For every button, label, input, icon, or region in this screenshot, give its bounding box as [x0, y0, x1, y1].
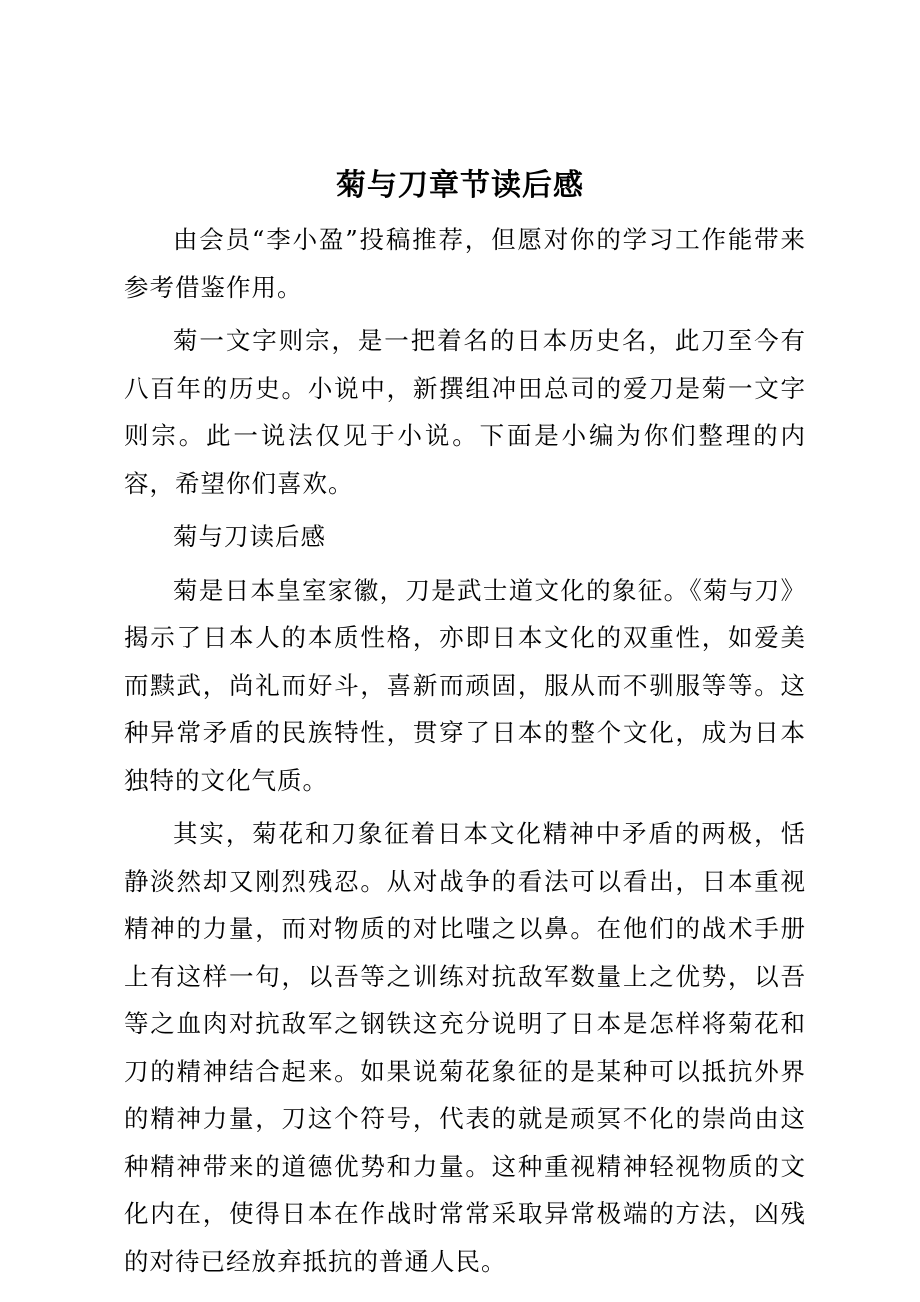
document-body	[124, 216, 806, 1291]
section-heading: 菊与刀读后感	[173, 522, 326, 551]
body-paragraph: 其实，菊花和刀象征着日本文化精神中矛盾的两极，恬静淡然却又刚烈残忍。从对战争的看法可以看出，日本重视精神的力量，而对物质的对比嗤之以鼻。在他们的战术手册上有这样一句，以吾等之训练对抗敌军数量上之优势，以吾等之血肉对抗敌军之钢铁这充分说明了日本是怎样将菊花和刀的精神结合起来。如果说菊花象征的是某种可以抵抗外界的精神力量，刀这个符号，代表的就是顽冥不化的崇尚由这种精神带来的道德优势和力量。这种重视精神轻视物质的文化内在，使得日本在作战时常常采取异常极端的方法，凶残的对待已经放弃抵抗的普通人民。	[124, 819, 806, 1276]
body-paragraph: 菊是日本皇室家徽，刀是武士道文化的象征。《菊与刀》揭示了日本人的本质性格，亦即日本文化的双重性，如爱美而黩武，尚礼而好斗，喜新而顽固，服从而不驯服等等。这种异常矛盾的民族特性，贯穿了日本的整个文化，成为日本独特的文化气质。	[124, 575, 806, 795]
document-title: 菊与刀章节读后感	[336, 168, 584, 203]
background-paragraph: 菊一文字则宗，是一把着名的日本历史名，此刀至今有八百年的历史。小说中，新撰组冲田总司的爱刀是菊一文字则宗。此一说法仅见于小说。下面是小编为你们整理的内容，希望你们喜欢。	[124, 326, 806, 498]
intro-paragraph: 由会员“李小盈”投稿推荐，但愿对你的学习工作能带来参考借鉴作用。	[124, 225, 806, 302]
